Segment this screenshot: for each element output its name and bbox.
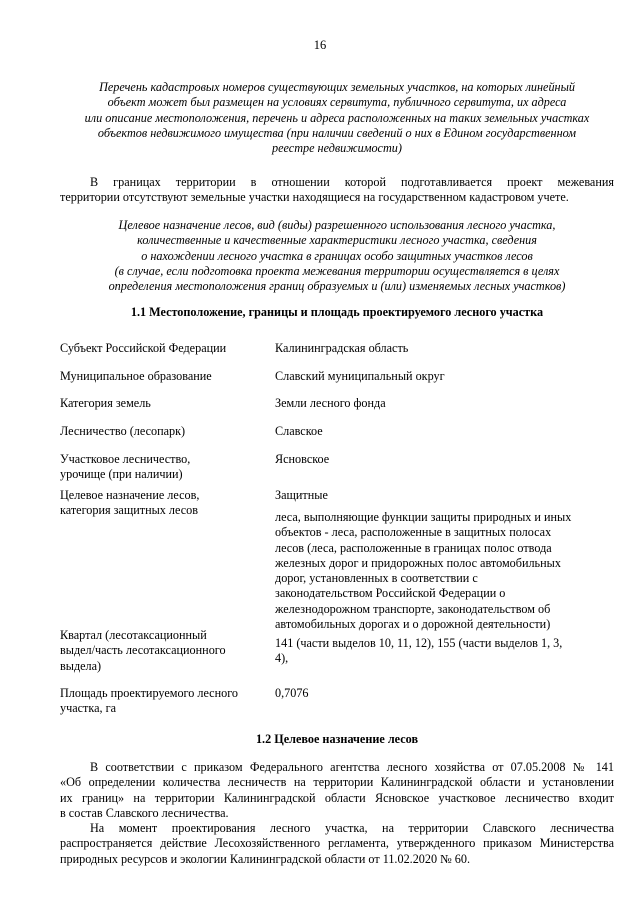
property-label-line: Лесничество (лесопарк)	[60, 424, 186, 438]
property-value-line: лесов (леса, расположенные в границах полос отвода	[275, 540, 552, 555]
paragraph-line: в состав Славского лесничества.	[60, 805, 229, 820]
cadastral-heading	[60, 80, 614, 156]
property-value-purpose	[275, 488, 595, 503]
property-label-municipality	[60, 369, 260, 384]
property-value-line: Славское	[275, 424, 323, 438]
paragraph-line: их границ» на территории Калининградской области Ясновское участковое лесничество входит	[60, 790, 614, 805]
property-value-line: железнодорожном транспорте, законодательством об	[275, 601, 551, 616]
section-1-2-title: 1.2 Целевое назначение лесов	[255, 732, 419, 746]
property-value-district-forestry	[275, 452, 595, 467]
property-value-line: леса, выполняющие функции защиты природных и иных	[275, 510, 572, 524]
property-label-line: выдела)	[60, 658, 102, 673]
property-value-forestry	[275, 424, 595, 439]
property-value-quarter	[275, 636, 595, 667]
property-label-district-forestry	[60, 452, 260, 483]
property-label-line: Категория земель	[60, 396, 151, 410]
property-value-line: железных дорог и придорожных полос автомобильных	[275, 555, 561, 570]
forest-heading-line: Целевое назначение лесов, вид (виды) разрешенного использования лесного участка,	[118, 218, 556, 232]
cadastral-heading-line: объектов недвижимого имущества (при наличии сведений о них в Едином государственном	[97, 125, 577, 140]
property-value-line: 4),	[275, 651, 289, 666]
property-label-line: Участковое лесничество,	[60, 452, 191, 466]
property-label-line: Субъект Российской Федерации	[60, 341, 227, 355]
property-value-line: дорог, установленных в соответствии с	[275, 571, 478, 586]
property-value-line: Ясновское	[275, 452, 330, 466]
property-label-subject	[60, 341, 260, 356]
forest-heading	[60, 218, 614, 294]
paragraph-line: распространяется действие Лесохозяйственного регламента, утвержденного приказом Министерства	[60, 836, 614, 851]
property-value-subject	[275, 341, 595, 356]
cadastral-heading-line: или описание местоположения, перечень и адреса расположенных на таких земельных участках	[84, 110, 590, 125]
property-value-line: Земли лесного фонда	[275, 396, 386, 410]
section-1-2-paragraph-2	[60, 821, 614, 867]
section-1-2-paragraph-1	[60, 760, 614, 821]
paragraph-line: «Об определении количества лесничеств на территории Калининградской области и установлении	[60, 775, 614, 790]
property-value-line: 0,7076	[275, 686, 309, 700]
page-number: 16	[313, 38, 327, 52]
property-label-quarter	[60, 628, 260, 674]
property-label-line: Площадь проектируемого лесного	[60, 686, 238, 700]
forest-heading-line: (в случае, если подготовка проекта межевания территории осуществляется в целях	[114, 263, 560, 278]
property-label-forestry	[60, 424, 260, 439]
property-value-area	[275, 686, 595, 701]
cadastral-text	[60, 175, 614, 206]
property-value-protective-category	[275, 510, 595, 632]
property-value-line: Калининградская область	[275, 341, 409, 355]
property-label-line: участка, га	[60, 701, 117, 716]
property-label-line: Муниципальное образование	[60, 369, 212, 383]
property-value-land-category	[275, 396, 595, 411]
cadastral-text-line: В границах территории в отношении которой подготавливается проект межевания	[90, 175, 614, 189]
cadastral-heading-line: Перечень кадастровых номеров существующих земельных участков, на которых линейный	[99, 80, 575, 94]
forest-heading-line: определения местоположения границ образуемых и (или) изменяемых лесных участков)	[108, 279, 566, 294]
property-label-line: урочище (при наличии)	[60, 467, 183, 482]
property-value-line: Славский муниципальный округ	[275, 369, 445, 383]
cadastral-heading-line: реестре недвижимости)	[272, 141, 402, 156]
property-value-line: автомобильных дорогах и о дорожной деятельности)	[275, 617, 551, 632]
property-value-line: законодательством Российской Федерации о	[275, 586, 506, 601]
property-label-line: выдел/часть лесотаксационного	[60, 643, 226, 658]
property-value-line: 141 (части выделов 10, 11, 12), 155 (части выделов 1, 3,	[275, 636, 563, 650]
property-value-line: Защитные	[275, 488, 328, 502]
cadastral-text-line: территории отсутствуют земельные участки находящиеся на государственном кадастровом учете.	[60, 190, 569, 205]
paragraph-line: В соответствии с приказом Федерального агентства лесного хозяйства от 07.05.2008 № 141	[90, 760, 614, 774]
cadastral-heading-line: объект может был размещен на условиях сервитута, публичного сервитута, их адреса	[107, 95, 567, 110]
section-1-1-title: 1.1 Местоположение, границы и площадь проектируемого лесного участка	[130, 305, 544, 319]
property-label-area	[60, 686, 260, 717]
property-value-municipality	[275, 369, 595, 384]
paragraph-line: природных ресурсов и экологии Калининградской области от 11.02.2020 № 60.	[60, 851, 471, 866]
property-label-land-category	[60, 396, 260, 411]
property-label-line: Квартал (лесотаксационный	[60, 628, 207, 642]
property-label-purpose	[60, 488, 260, 519]
paragraph-line: На момент проектирования лесного участка, на территории Славского лесничества	[90, 821, 614, 835]
forest-heading-line: о нахождении лесного участка в границах особо защитных участков лесов	[141, 248, 533, 263]
property-value-line: объектов - леса, расположенные в защитных полосах	[275, 525, 552, 540]
property-label-line: категория защитных лесов	[60, 503, 198, 518]
forest-heading-line: количественные и качественные характеристики лесного участка, сведения	[137, 233, 537, 248]
property-label-line: Целевое назначение лесов,	[60, 488, 200, 502]
